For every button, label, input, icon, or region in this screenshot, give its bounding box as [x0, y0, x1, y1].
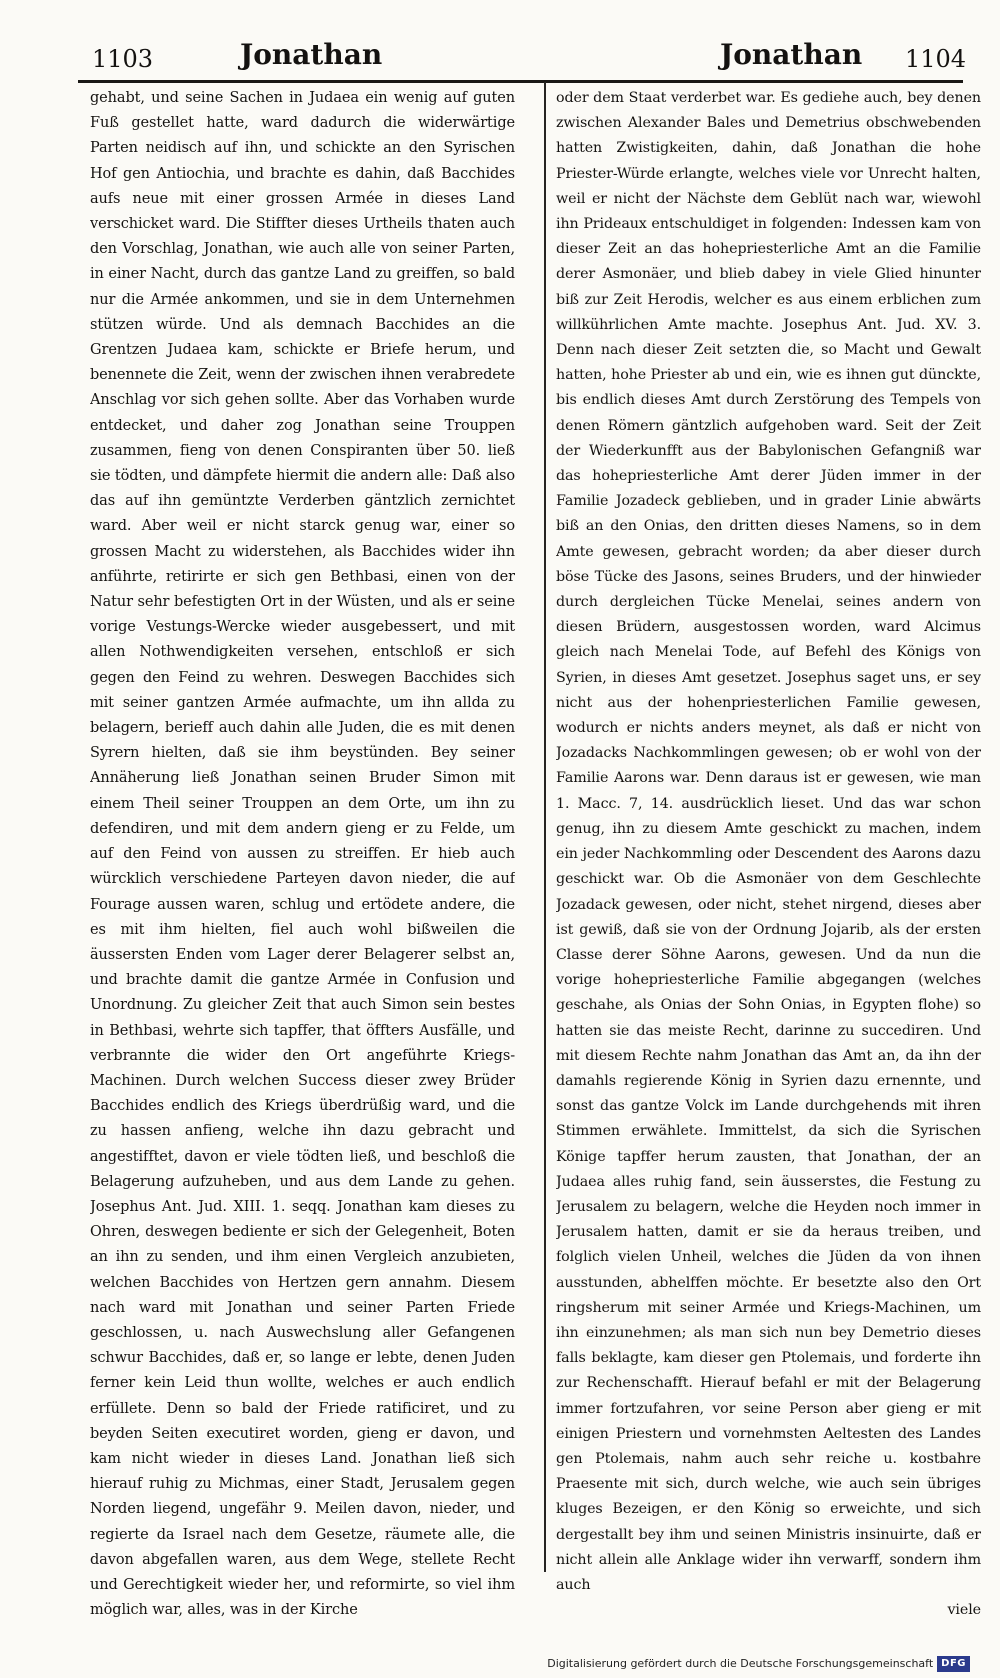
- column-divider: [544, 82, 546, 1572]
- page-number-left: 1103: [92, 45, 154, 73]
- running-title-left: Jonathan: [240, 38, 383, 71]
- right-column-text: oder dem Staat verderbet war. Es gediehe auch, bey denen zwischen Alexander Bales und Demetrius obschwebenden hatten Zwistigkeiten, dahin, daß Jonathan die hohe Priester-Würde erlangte, welches viele vor Unrecht halten, weil er nicht der Nächste dem Geblüt nach war, wiewohl ihn Prideaux entschuldiget in folgenden: Indessen kam von dieser Zeit an das hohepriesterliche Amt an die Familie derer Asmonäer, und blieb dabey in viele Glied hinunter biß zur Zeit Herodis, welcher es aus einem erblichen zum willkührlichen Amte machte. Josephus Ant. Jud. XV. 3. Denn nach dieser Zeit setzten die, so Macht und Gewalt hatten, hohe Priester ab und ein, wie es ihnen gut dünckte, bis endlich dieses Amt durch Zerstörung des Tempels von denen Römern gäntzlich aufgehoben ward. Seit der Zeit der Wiederkunfft aus der Babylonischen Gefangniß war das hohepriesterliche Amt derer Jüden immer in der Familie Jozadeck geblieben, und in grader Linie abwärts biß an den Onias, den dritten dieses Namens, so in dem Amte gewesen, gebracht worden; da aber dieser durch böse Tücke des Jasons, seines Bruders, und der hinwieder durch dergleichen Tücke Menelai, seines andern von diesen Brüdern, ausgestossen worden, ward Alcimus gleich nach Menelai Tode, auf Befehl des Königs von Syrien, in dieses Amt gesetzet. Josephus saget uns, er sey nicht aus der hohenpriesterlichen Familie gewesen, wodurch er nichts anders meynet, als daß er nicht von Jozadacks Nachkommlingen gewesen; ob er wohl von der Familie Aarons war. Denn daraus ist er gewesen, wie man 1. Macc. 7, 14. ausdrücklich lieset. Und das war schon genug, ihn zu diesem Amte geschickt zu machen, indem ein jeder Nachkommling oder Descendent des Aarons dazu geschickt war. Ob die Asmonäer von dem Geschlechte Jozadack gewesen, oder nicht, stehet nirgend, dieses aber ist gewiß, daß sie von der Ordnung Jojarib, als der ersten Classe derer Söhne Aarons, gewesen. Und da nun die vorige hohepriesterliche Familie abgegangen (welches geschahe, als Onias der Sohn Onias, in Egypten flohe) so hatten sie das meiste Recht, darinne zu succediren. Und mit diesem Rechte nahm Jonathan das Amt an, da ihn der damahls regierende König in Syrien dazu ernennte, und sonst das gantze Volck im Lande durchgehends mit ihren Stimmen erwählete. Immittelst, da sich die Syrischen Könige tapffer herum zausten, that Jonathan, der an Judaea alles ruhig fand, sein äusserstes, die Festung zu Jerusalem zu belagern, welche die Heyden noch immer in Jerusalem hatten, damit er sie da heraus treiben, und folglich vielen Unheil, welches die Jüden da von ihnen ausstunden, abhelffen möchte. Er besetzte also den Ort ringsherum mit seiner Armée und Kriegs-Machinen, um ihn einzunehmen; als man sich nun bey Demetrio dieses falls beklagte, kam dieser gen Ptolemais, und forderte ihn zur Rechenschafft. Hierauf befahl er mit der Belagerung immer fortzufahren, vor seine Person aber gieng er mit einigen Priestern und vornehmsten Aeltesten des Landes gen Ptolemais, nahm auch sehr reiche u. kostbahre Praesente mit sich, durch welche, wie auch sein übriges kluges Bezeigen, er den König so erweichte, und sich dergestallt bey ihm und seinen Ministris insinuirte, daß er nicht allein alle Anklage wider ihn verwarff, sondern ihm auch: [556, 90, 981, 1593]
- page-number-right: 1104: [905, 45, 967, 73]
- catchword: viele: [947, 1602, 981, 1619]
- left-column-text: gehabt, und seine Sachen in Judaea ein wenig auf guten Fuß gestellet hatte, ward dadurch die widerwärtige Parten neidisch auf ihn, und schickte an den Syrischen Hof gen Antiochia, und brachte es dahin, daß Bacchides aufs neue mit einer grossen Armée in dieses Land verschicket ward. Die Stiffter dieses Urtheils thaten auch den Vorschlag, Jonathan, wie auch alle von seiner Parten, in einer Nacht, durch das gantze Land zu greiffen, so bald nur die Armée ankommen, und sie in dem Unternehmen stützen würde. Und als demnach Bacchides an die Grentzen Judaea kam, schickte er Briefe herum, und benennete die Zeit, wenn der zwischen ihnen verabredete Anschlag vor sich gehen sollte. Aber das Vorhaben wurde entdecket, und daher zog Jonathan seine Trouppen zusammen, fieng von denen Conspiranten über 50. ließ sie tödten, und dämpfete hiermit die andern alle: Daß also das auf ihn gemüntzte Verderben gäntzlich zernichtet ward. Aber weil er nicht starck genug war, einer so grossen Macht zu widerstehen, als Bacchides wider ihn anführte, retirirte er sich gen Bethbasi, einen von der Natur sehr befestigten Ort in der Wüsten, und als er seine vorige Vestungs-Wercke wieder ausgebessert, und mit allen Nothwendigkeiten versehen, entschloß er sich gegen den Feind zu wehren. Deswegen Bacchides sich mit seiner gantzen Armée aufmachte, um ihn allda zu belagern, berieff auch dahin alle Juden, die es mit denen Syrern hielten, daß sie ihm beystünden. Bey seiner Annäherung ließ Jonathan seinen Bruder Simon mit einem Theil seiner Trouppen an dem Orte, um ihn zu defendiren, und mit dem andern gieng er zu Felde, um auf den Feind von aussen zu streiffen. Er hieb auch würcklich verschiedene Parteyen davon nieder, die auf Fourage aussen waren, schlug und ertödete andere, die es mit ihm hielten, fiel auch wohl bißweilen die äussersten Enden vom Lager derer Belagerer selbst an, und brachte damit die gantze Armée in Confusion und Unordnung. Zu gleicher Zeit that auch Simon sein bestes in Bethbasi, wehrte sich tapffer, that öffters Ausfälle, und verbrannte die wider den Ort angeführte Kriegs-Machinen. Durch welchen Success dieser zwey Brüder Bacchides endlich des Kriegs überdrüßig ward, und die zu hassen anfieng, welche ihn dazu gebracht und angestifftet, davon er viele tödten ließ, und beschloß die Belagerung aufzuheben, und aus dem Lande zu gehen. Josephus Ant. Jud. XIII. 1. seqq. Jonathan kam dieses zu Ohren, deswegen bediente er sich der Gelegenheit, Boten an ihn zu senden, und ihm einen Vergleich anzubieten, welchen Bacchides von Hertzen gern annahm. Diesem nach ward mit Jonathan und seiner Parten Friede geschlossen, u. nach Auswechslung aller Gefangenen schwur Bacchides, daß er, so lange er lebte, denen Juden ferner kein Leid thun wollte, welches er auch endlich erfüllete. Denn so bald der Friede ratificiret, und zu beyden Seiten executiret worden, gieng er davon, und kam nicht wieder in dieses Land. Jonathan ließ sich hierauf ruhig zu Michmas, einer Stadt, Jerusalem gegen Norden liegend, ungefähr 9. Meilen davon, nieder, und regierte da Israel nach dem Gesetze, räumete alle, die davon abgefallen waren, aus dem Wege, stellete Recht und Gerechtigkeit wieder her, und reformirte, so viel ihm möglich war, alles, was in der Kirche: [90, 90, 515, 1619]
- dfg-logo-icon: DFG: [937, 1656, 970, 1672]
- header-rule: [78, 80, 963, 83]
- text-column-left: [90, 86, 515, 1650]
- digitization-footer: [547, 1656, 970, 1672]
- text-column-right: [556, 86, 981, 1650]
- running-title-right: Jonathan: [720, 38, 863, 71]
- funding-credit: Digitalisierung gefördert durch die Deutsche Forschungsgemeinschaft: [547, 1657, 934, 1670]
